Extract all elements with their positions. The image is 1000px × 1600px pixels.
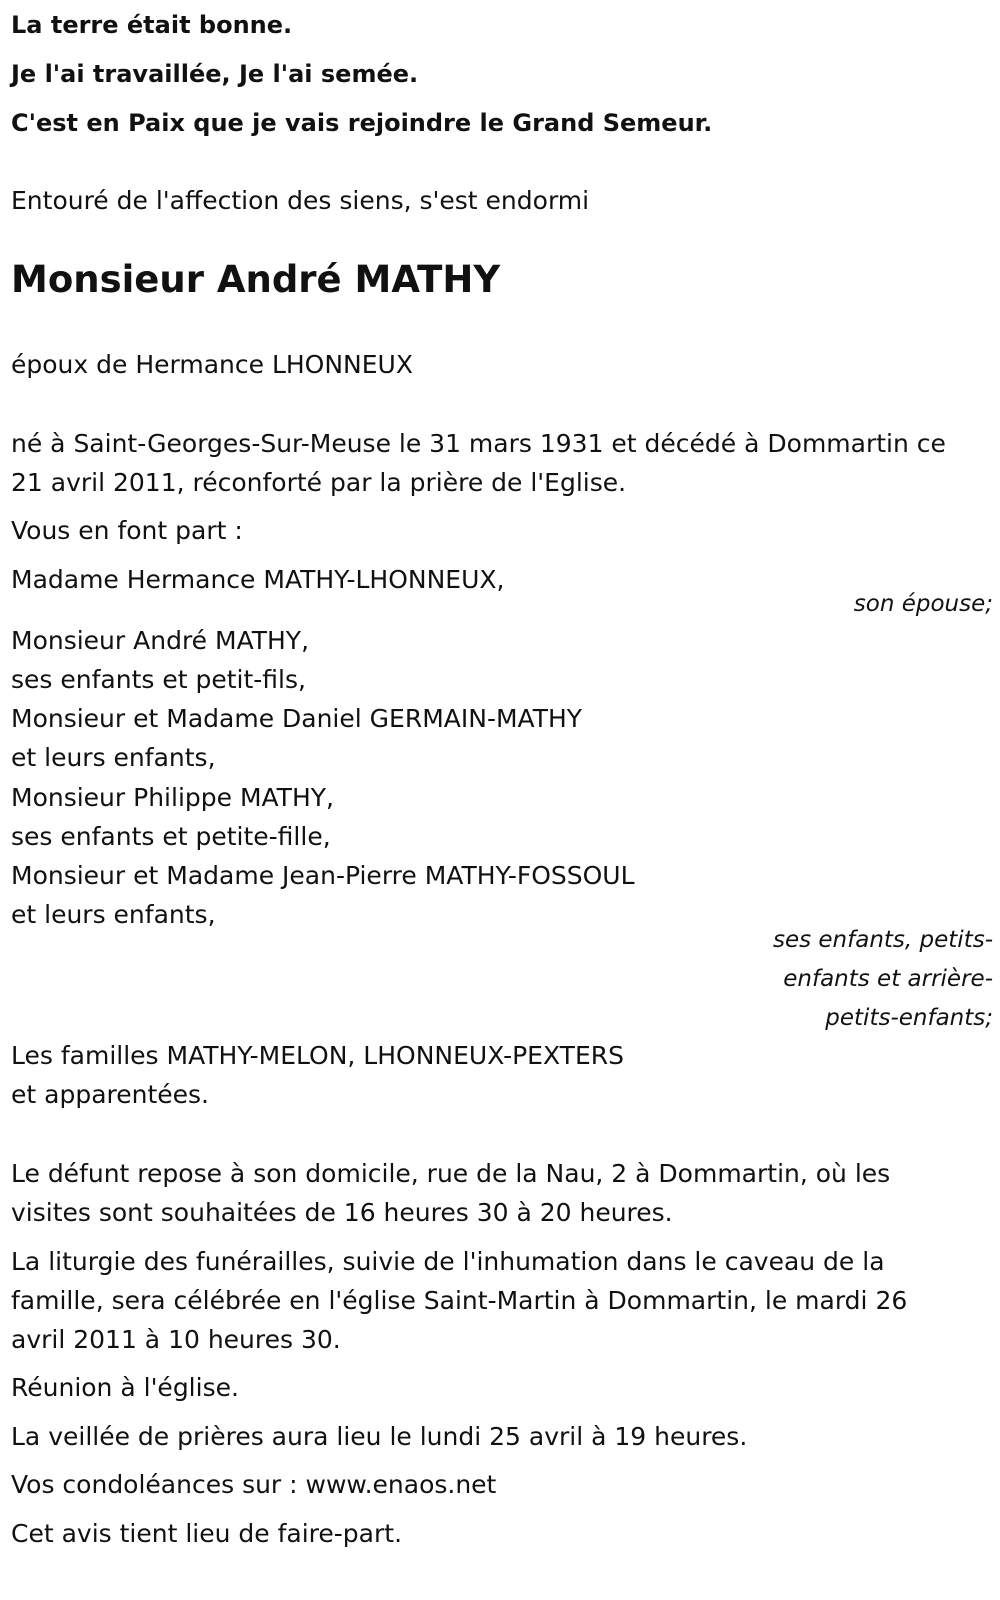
child-line-2: ses enfants et petit-fils, (11, 665, 306, 694)
meeting-text: Réunion à l'église. (11, 1373, 239, 1402)
motto-line-2: Je l'ai travaillée, Je l'ai semée. (11, 60, 419, 88)
motto-line-3: C'est en Paix que je vais rejoindre le Grand Semeur. (11, 109, 713, 137)
children-role-line-1: ses enfants, petits- (772, 927, 993, 953)
liturgy-line-2: famille, sera célébrée en l'église Saint-Martin à Dommartin, le mardi 26 (11, 1286, 908, 1315)
liturgy-line-1: La liturgie des funérailles, suivie de l'inhumation dans le caveau de la (11, 1247, 885, 1276)
vigil-text: La veillée de prières aura lieu le lundi 25 avril à 19 heures. (11, 1422, 748, 1451)
child-line-8: et leurs enfants, (11, 900, 216, 929)
birth-death-line-1: né à Saint-Georges-Sur-Meuse le 31 mars 1931 et décédé à Dommartin ce (11, 429, 946, 458)
children-role-line-3: petits-enfants; (825, 1005, 993, 1031)
spouse-line: époux de Hermance LHONNEUX (11, 350, 413, 379)
notice-text: Cet avis tient lieu de faire-part. (11, 1519, 403, 1548)
rest-line-2: visites sont souhaitées de 16 heures 30 à 20 heures. (11, 1198, 673, 1227)
birth-death-line-2: 21 avril 2011, réconforté par la prière de l'Eglise. (11, 468, 627, 497)
families-line-2: et apparentées. (11, 1080, 209, 1109)
condolences-text: Vos condoléances sur : www.enaos.net (11, 1470, 497, 1499)
children-role-line-2: enfants et arrière- (783, 966, 993, 992)
child-line-6: ses enfants et petite-fille, (11, 822, 331, 851)
child-line-1: Monsieur André MATHY, (11, 626, 310, 655)
child-line-4: et leurs enfants, (11, 743, 216, 772)
spouse-role: son épouse; (853, 591, 993, 617)
intro-text: Entouré de l'affection des siens, s'est endormi (11, 186, 590, 215)
rest-line-1: Le défunt repose à son domicile, rue de la Nau, 2 à Dommartin, où les (11, 1159, 891, 1188)
child-line-3: Monsieur et Madame Daniel GERMAIN-MATHY (11, 704, 583, 733)
families-line-1: Les familles MATHY-MELON, LHONNEUX-PEXTERS (11, 1041, 624, 1070)
motto-line-1: La terre était bonne. (11, 11, 293, 39)
announce-text: Vous en font part : (11, 516, 243, 545)
spouse-name: Madame Hermance MATHY-LHONNEUX, (11, 565, 505, 594)
child-line-5: Monsieur Philippe MATHY, (11, 783, 334, 812)
liturgy-line-3: avril 2011 à 10 heures 30. (11, 1325, 341, 1354)
child-line-7: Monsieur et Madame Jean-Pierre MATHY-FOSSOUL (11, 861, 635, 890)
deceased-name: Monsieur André MATHY (11, 258, 501, 301)
